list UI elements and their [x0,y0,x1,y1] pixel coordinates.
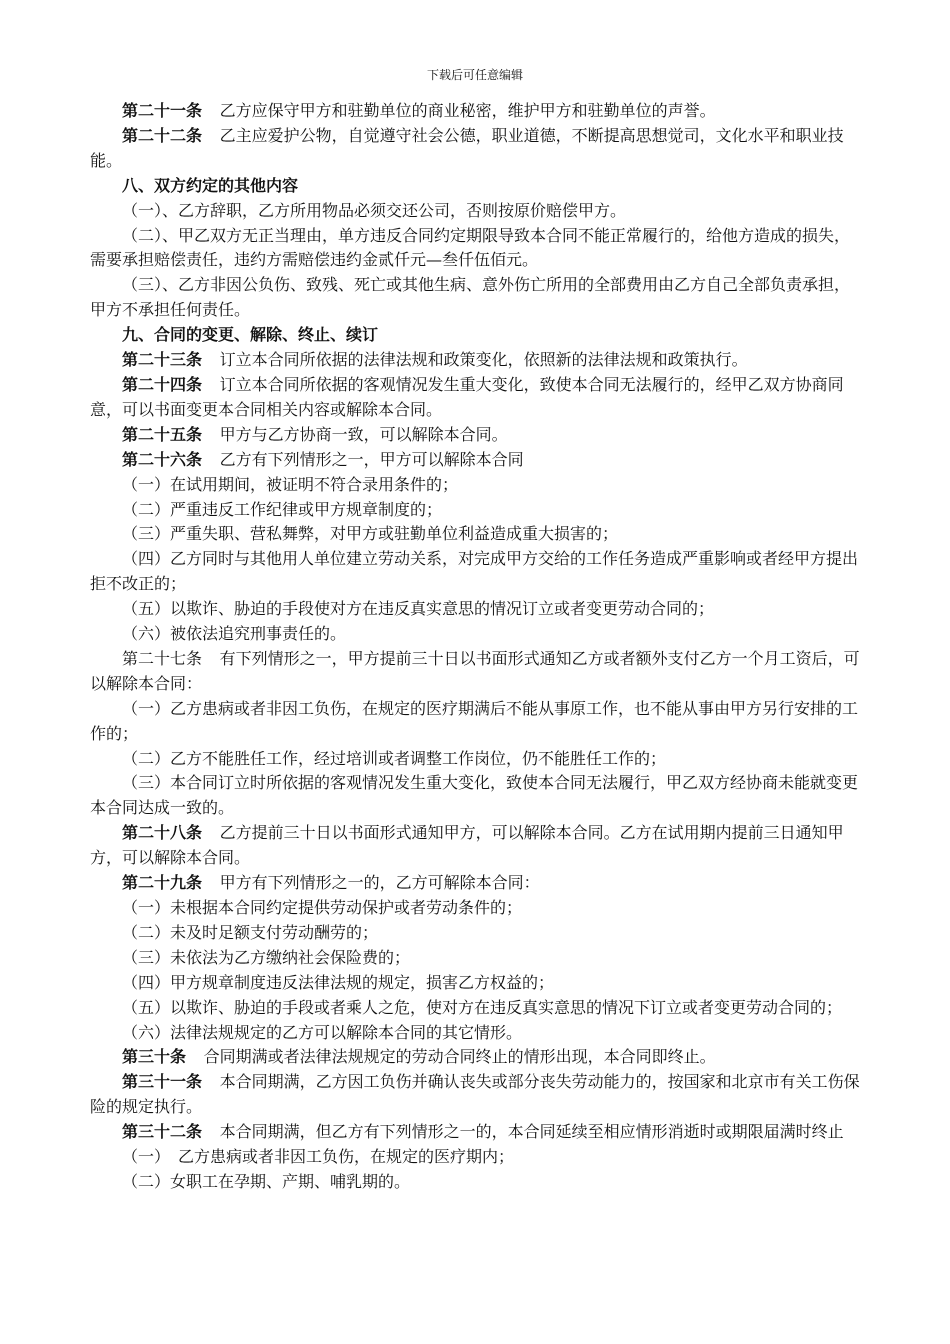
paragraph-text: （一） 乙方患病或者非因工负伤，在规定的医疗期内； [122,1147,515,1167]
contract-paragraph [90,273,862,323]
contract-paragraph [90,1070,862,1120]
paragraph-text: 订立本合同所依据的客观情况发生重大变化，致使本合同无法履行的，经甲乙双方协商同意，可以书面变更本合同相关内容或解除本合同。 [90,374,844,419]
article-number: 第二十一条 [122,101,203,120]
contract-paragraph [90,747,862,772]
article-number: 第二十三条 [122,350,203,370]
article-number: 第二十六条 [122,449,203,469]
heading-text: 八、双方约定的其他内容 [122,175,299,195]
contract-paragraph [90,871,862,896]
paragraph-text: 乙主应爱护公物，自觉遵守社会公德，职业道德，不断提高思想觉司，文化水平和职业技能。 [90,125,844,170]
paragraph-text: 甲方有下列情形之一的，乙方可解除本合同： [219,873,540,893]
page-header: 下载后可任意编辑 [426,68,523,82]
contract-paragraph [90,224,862,274]
paragraph-text: （二）女职工在孕期、产期、哺乳期的。 [122,1171,411,1191]
paragraph-text: （三）未依法为乙方缴纳社会保险费的； [122,947,411,967]
paragraph-text: （三）严重失职、营私舞弊，对甲方或驻勤单位利益造成重大损害的； [122,524,619,544]
paragraph-text: （一）、乙方辞职，乙方所用物品必须交还公司，否则按原价赔偿甲方。 [122,200,627,220]
section-heading [90,174,862,199]
paragraph-text: （二）乙方不能胜任工作，经过培训或者调整工作岗位，仍不能胜任工作的； [122,748,667,768]
heading-text: 九、合同的变更、解除、终止、续订 [122,325,379,345]
contract-paragraph [90,971,862,996]
contract-paragraph [90,597,862,622]
paragraph-text: （六）被依法追究刑事责任的。 [122,624,347,644]
contract-paragraph [90,348,862,373]
article-number: 第三十二条 [122,1122,203,1142]
contract-paragraph [90,1045,862,1070]
contract-paragraph [90,771,862,821]
paragraph-text: （一）乙方患病或者非因工负伤，在规定的医疗期满后不能从事原工作，也不能从事由甲方另行安排的工作的； [90,698,859,743]
paragraph-text: （一）未根据本合同约定提供劳动保护或者劳动条件的； [122,898,523,917]
paragraph-text: （三）本合同订立时所依据的客观情况发生重大变化，致使本合同无法履行，甲乙双方经协商未能就变更本合同达成一致的。 [90,773,859,818]
paragraph-text: 本合同期满，乙方因工负伤并确认丧失或部分丧失劳动能力的，按国家和北京市有关工伤保险的规定执行。 [90,1072,860,1117]
contract-paragraph [90,199,862,224]
paragraph-text: （五）以欺诈、胁迫的手段或者乘人之危，使对方在违反真实意思的情况下订立或者变更劳动合同的； [122,997,843,1017]
paragraph-text: （二）严重违反工作纪律或甲方规章制度的； [122,499,443,519]
paragraph-text: （五）以欺诈、胁迫的手段使对方在违反真实意思的情况订立或者变更劳动合同的； [122,599,715,619]
contract-paragraph [90,373,862,423]
contract-paragraph [90,522,862,547]
contract-paragraph [90,498,862,523]
contract-paragraph [90,1170,862,1195]
paragraph-text: （六）法律法规规定的乙方可以解除本合同的其它情形。 [122,1022,523,1042]
contract-paragraph [90,921,862,946]
paragraph-text: 本合同期满，但乙方有下列情形之一的，本合同延续至相应情形消逝时或期限届满时终止 [219,1122,844,1142]
contract-paragraph [90,1120,862,1145]
article-number: 第二十七条 [122,648,203,668]
contract-paragraph [90,996,862,1021]
article-number: 第二十四条 [122,374,203,394]
contract-paragraph [90,946,862,971]
paragraph-text: （二）未及时足额支付劳动酬劳的； [122,922,379,942]
contract-paragraph [90,622,862,647]
paragraph-text: （四）甲方规章制度违反法律法规的规定，损害乙方权益的； [122,972,555,992]
section-heading [90,323,862,348]
paragraph-text: 乙方有下列情形之一，甲方可以解除本合同 [219,449,524,469]
article-number: 第二十九条 [122,873,203,893]
article-number: 第三十一条 [122,1072,203,1092]
document-body [90,99,862,1195]
contract-paragraph [90,647,862,697]
contract-paragraph [90,423,862,448]
contract-paragraph [90,124,862,174]
contract-paragraph [90,821,862,871]
contract-paragraph [90,1145,862,1170]
paragraph-text: （四）乙方同时与其他用人单位建立劳动关系，对完成甲方交给的工作任务造成严重影响或者经甲方提出拒不改正的； [90,549,859,594]
article-number: 第三十条 [122,1047,187,1067]
contract-paragraph [90,1021,862,1046]
paragraph-text: 合同期满或者法律法规规定的劳动合同终止的情形出现，本合同即终止。 [203,1047,716,1067]
article-number: 第二十二条 [122,125,203,145]
contract-paragraph [90,448,862,473]
paragraph-text: （三）、乙方非因公负伤、致残、死亡或其他生病、意外伤亡所用的全部费用由乙方自己全部负责承担，甲方不承担任何责任。 [90,275,851,320]
paragraph-text: （一）在试用期间，被证明不符合录用条件的； [122,474,459,494]
paragraph-text: 乙方提前三十日以书面形式通知甲方，可以解除本合同。乙方在试用期内提前三日通知甲方，可以解除本合同。 [90,823,844,868]
paragraph-text: 乙方应保守甲方和驻勤单位的商业秘密，维护甲方和驻勤单位的声誉。 [219,101,716,120]
paragraph-text: 订立本合同所依据的法律法规和政策变化，依照新的法律法规和政策执行。 [219,350,748,370]
article-number: 第二十八条 [122,823,203,843]
paragraph-text: 有下列情形之一，甲方提前三十日以书面形式通知乙方或者额外支付乙方一个月工资后，可以解除本合同： [90,648,860,693]
paragraph-text: （二）、甲乙双方无正当理由，单方违反合同约定期限导致本合同不能正常履行的，给他方造成的损失，需要承担赔偿责任，违约方需赔偿违约金贰仟元—叁仟伍佰元。 [90,225,851,270]
contract-paragraph [90,697,862,747]
article-number: 第二十五条 [122,424,203,444]
contract-paragraph [90,896,862,921]
contract-paragraph [90,99,862,124]
contract-paragraph [90,473,862,498]
contract-paragraph [90,547,862,597]
paragraph-text: 甲方与乙方协商一致，可以解除本合同。 [219,424,508,444]
